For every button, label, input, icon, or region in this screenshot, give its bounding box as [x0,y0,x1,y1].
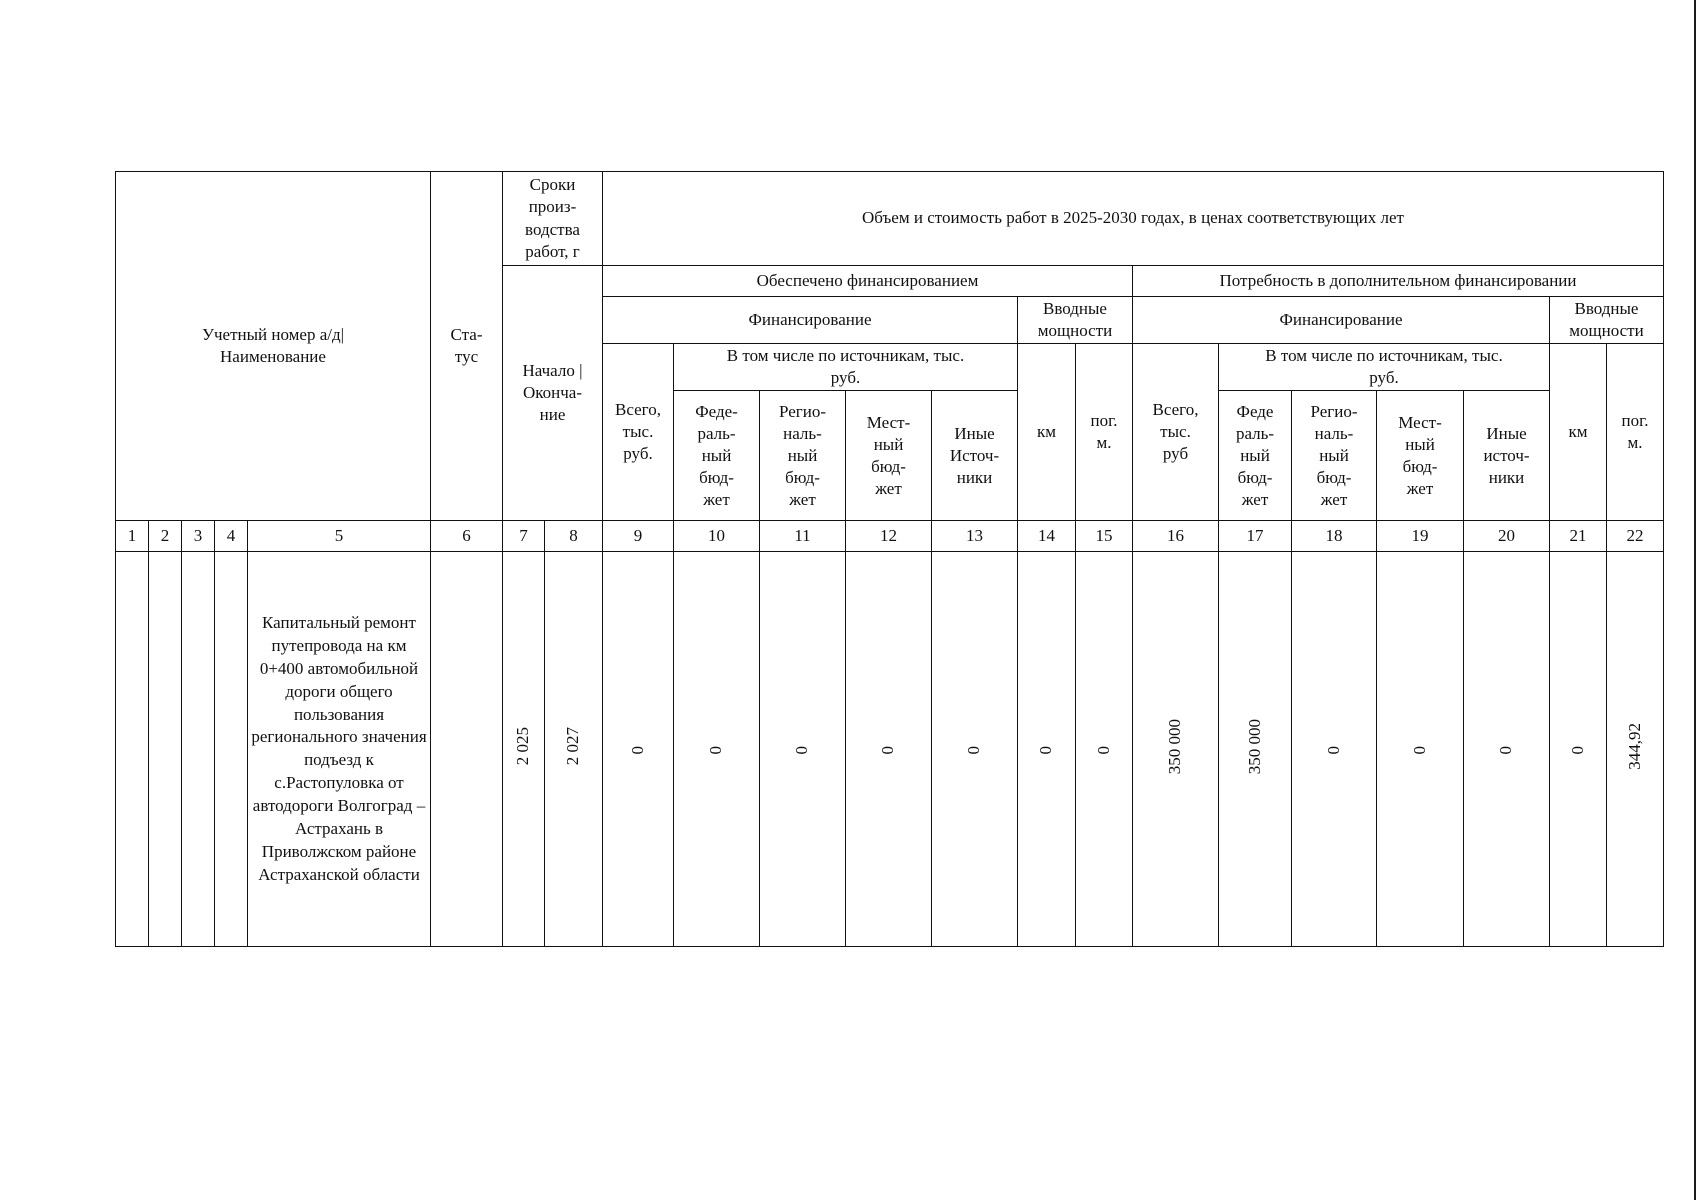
federal-secured-value: 0 [706,745,726,755]
column-number: 21 [1550,521,1607,552]
federal-need-value: 350 000 [1244,718,1264,774]
column-number: 6 [431,521,503,552]
table-row [116,552,1664,947]
cell-other-secured [932,552,1018,947]
works-table [115,171,1664,947]
column-number: 18 [1292,521,1377,552]
cell-local-need [1377,552,1464,947]
column-number: 20 [1464,521,1550,552]
column-number: 3 [182,521,215,552]
header-federal-need: Феде раль- ный бюд- жет [1219,391,1292,521]
cell-other-need [1464,552,1550,947]
other-need-value: 0 [1496,745,1516,755]
header-financing-secured: Финансирование [603,297,1018,344]
column-number: 11 [760,521,846,552]
header-federal-secured: Феде- раль- ный бюд- жет [674,391,760,521]
km-need-value: 0 [1567,745,1587,755]
header-local-secured: Мест- ный бюд- жет [846,391,932,521]
header-km-secured: км [1018,344,1076,521]
cell-local-secured [846,552,932,947]
total-secured-value: 0 [627,745,647,755]
header-secured: Обеспечено финансированием [603,266,1133,297]
column-number: 4 [215,521,248,552]
cell-federal-secured [674,552,760,947]
cell-regional-secured [760,552,846,947]
cell-end [545,552,603,947]
header-other-need: Иные источ- ники [1464,391,1550,521]
header-capacity-need: Вводные мощности [1550,297,1664,344]
header-total-secured: Всего, тыс. руб. [603,344,674,521]
pm-need-value: 344,92 [1624,722,1644,770]
header-account-name: Учетный номер а/д| Наименование [116,172,431,521]
column-number: 5 [248,521,431,552]
header-capacity-secured: Вводные мощности [1018,297,1133,344]
column-number: 9 [603,521,674,552]
column-number-row [116,521,1664,552]
cell-total-secured [603,552,674,947]
column-number: 22 [1607,521,1664,552]
local-need-value: 0 [1409,745,1429,755]
header-volume-title: Объем и стоимость работ в 2025-2030 годах, в ценах соответствующих лет [603,172,1664,266]
cell-km-need [1550,552,1607,947]
cell-pm-secured [1076,552,1133,947]
header-local-need: Мест- ный бюд- жет [1377,391,1464,521]
regional-need-value: 0 [1323,745,1343,755]
cell-col-2 [149,552,182,947]
header-terms: Сроки произ- водства работ, г [503,172,603,266]
column-number: 16 [1133,521,1219,552]
cell-regional-need [1292,552,1377,947]
document-sheet [115,171,1664,947]
total-need-value: 350 000 [1165,718,1185,774]
header-total-need: Всего, тыс. руб [1133,344,1219,521]
header-other-secured: Иные Источ- ники [932,391,1018,521]
cell-col-1 [116,552,149,947]
header-pm-need: пог. м. [1607,344,1664,521]
header-pm-secured: пог. м. [1076,344,1133,521]
cell-status [431,552,503,947]
header-sources-secured: В том числе по источникам, тыс. руб. [674,344,1018,391]
column-number: 12 [846,521,932,552]
column-number: 1 [116,521,149,552]
column-number: 19 [1377,521,1464,552]
column-number: 13 [932,521,1018,552]
regional-secured-value: 0 [792,745,812,755]
column-number: 7 [503,521,545,552]
pm-secured-value: 0 [1093,745,1113,755]
cell-col-4 [215,552,248,947]
column-number: 15 [1076,521,1133,552]
header-financing-need: Финансирование [1133,297,1550,344]
column-number: 10 [674,521,760,552]
end-year-value: 2 027 [563,727,583,766]
column-number: 2 [149,521,182,552]
other-secured-value: 0 [964,745,984,755]
cell-total-need [1133,552,1219,947]
header-need: Потребность в дополнительном финансировании [1133,266,1664,297]
cell-federal-need [1219,552,1292,947]
cell-start [503,552,545,947]
header-status: Ста- тус [431,172,503,521]
local-secured-value: 0 [878,745,898,755]
header-km-need: км [1550,344,1607,521]
start-year-value: 2 025 [513,727,533,766]
column-number: 14 [1018,521,1076,552]
column-number: 8 [545,521,603,552]
cell-pm-need [1607,552,1664,947]
header-regional-need: Регио- наль- ный бюд- жет [1292,391,1377,521]
cell-km-secured [1018,552,1076,947]
header-regional-secured: Регио- наль- ный бюд- жет [760,391,846,521]
cell-object-name: Капитальный ремонт путепровода на км 0+400 автомобильной дороги общего пользования регионального значения подъезд к с.Растопуловка от автодороги Волгоград – Астрахань в Приволжском районе Астраханской области [248,552,431,947]
km-secured-value: 0 [1036,745,1056,755]
header-sources-need: В том числе по источникам, тыс. руб. [1219,344,1550,391]
cell-col-3 [182,552,215,947]
column-number: 17 [1219,521,1292,552]
header-start-end: Начало | Оконча- ние [503,266,603,521]
